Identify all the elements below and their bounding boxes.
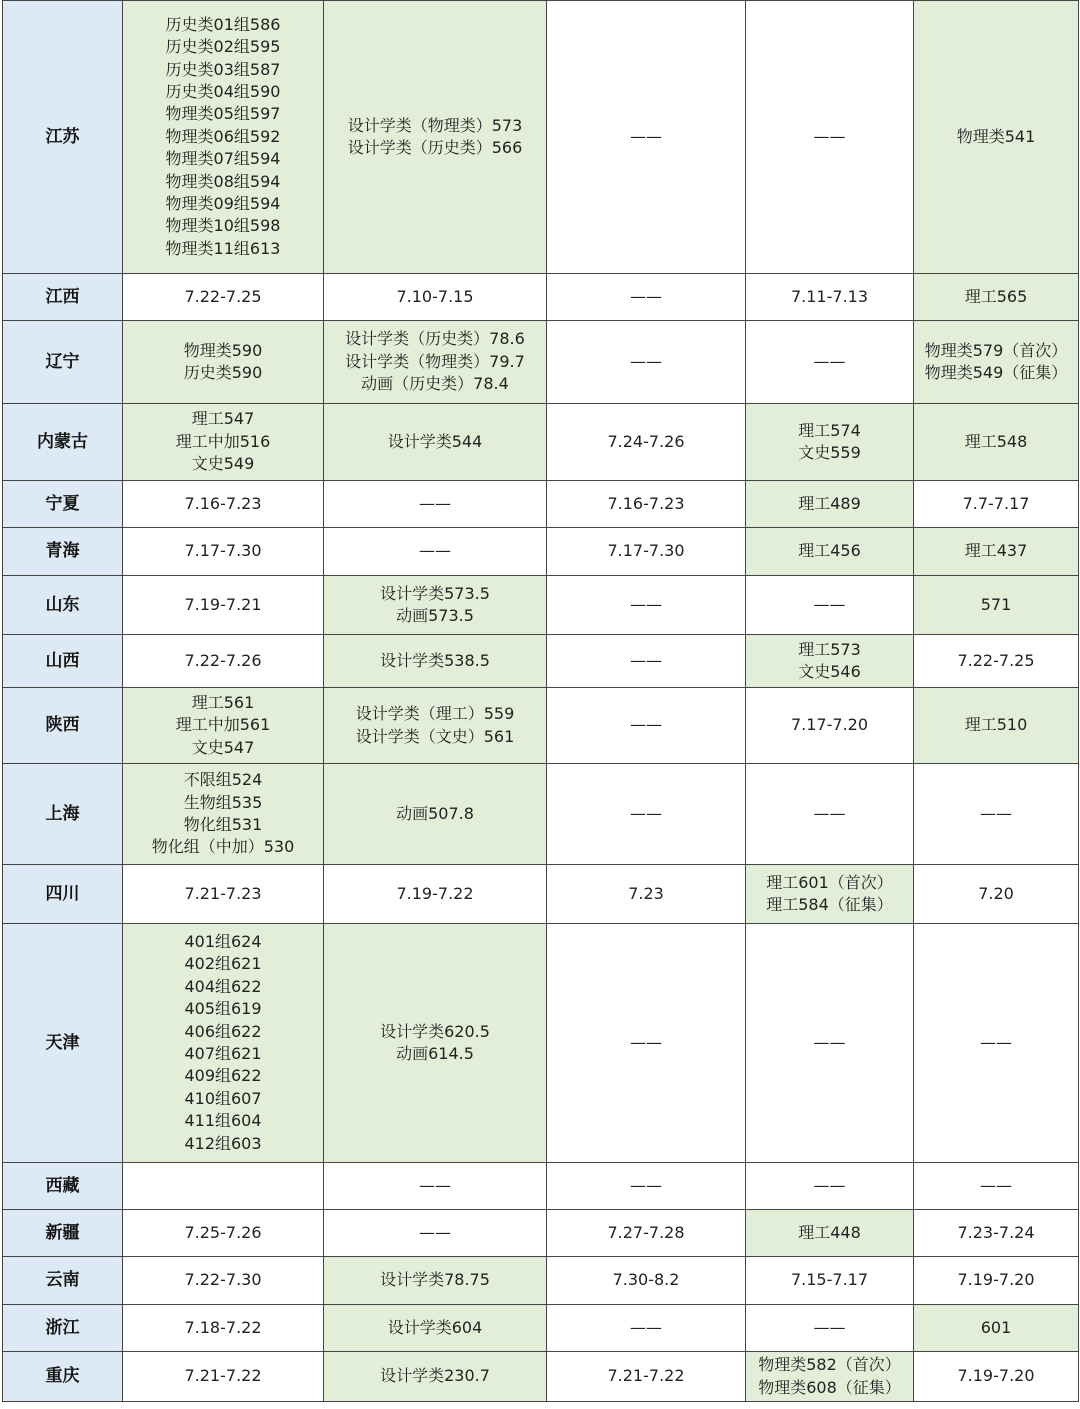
cell-line: 7.21-7.23 xyxy=(184,883,262,903)
cell-line: 动画573.5 xyxy=(396,606,474,625)
table-row xyxy=(3,274,1079,321)
cell-line: —— xyxy=(980,1032,1012,1052)
cell-line: 理工565 xyxy=(964,286,1028,306)
cell-line: 7.25-7.26 xyxy=(184,1222,262,1242)
table-cell xyxy=(547,1257,746,1305)
cell-line: 设计学类230.7 xyxy=(380,1366,490,1386)
cell-line: 设计学类（文史）561 xyxy=(355,726,515,746)
cell-line: 生物组535 xyxy=(183,792,263,812)
table-cell xyxy=(547,1352,746,1402)
table-cell xyxy=(746,321,914,404)
table-cell xyxy=(547,321,746,404)
cell-line: —— xyxy=(419,493,451,513)
cell-line: 7.22-7.26 xyxy=(184,650,262,670)
province-cell: 内蒙古 xyxy=(3,404,123,481)
table-row xyxy=(3,321,1079,404)
cell-line: —— xyxy=(630,715,662,735)
table-cell xyxy=(324,688,547,764)
table-cell xyxy=(123,321,324,404)
table-cell xyxy=(324,924,547,1163)
cell-line: 7.22-7.30 xyxy=(184,1270,262,1290)
table-cell xyxy=(547,865,746,924)
cell-line: 601 xyxy=(980,1317,1012,1337)
cell-line: 7.19-7.22 xyxy=(396,883,474,903)
table-cell xyxy=(324,764,547,865)
cell-line: —— xyxy=(813,1175,846,1195)
cell-line: 物理类05组597 xyxy=(165,104,281,124)
table-cell xyxy=(914,1257,1079,1305)
table-cell xyxy=(547,1210,746,1257)
table-cell xyxy=(914,404,1079,481)
cell-line: 动画（历史类）78.4 xyxy=(361,374,509,394)
table-row xyxy=(3,1305,1079,1352)
table-cell xyxy=(914,1210,1079,1257)
cell-line: 404组622 xyxy=(184,976,262,996)
cell-line: 不限组524 xyxy=(183,770,263,790)
cell-line: 理工584（征集） xyxy=(766,895,893,914)
table-row xyxy=(3,688,1079,764)
table-cell xyxy=(746,481,914,528)
cell-line: 7.17-7.30 xyxy=(607,541,685,561)
table-cell xyxy=(746,528,914,576)
province-cell: 山西 xyxy=(3,635,123,688)
province-cell: 浙江 xyxy=(3,1305,123,1352)
table-cell xyxy=(914,865,1079,924)
table-cell xyxy=(547,924,746,1163)
table-cell xyxy=(324,1,547,274)
cell-line: 历史类590 xyxy=(183,363,263,382)
cell-line: 7.20 xyxy=(978,883,1014,903)
cell-line: 理工448 xyxy=(798,1222,861,1242)
cell-line: 412组603 xyxy=(184,1133,262,1153)
table-cell xyxy=(123,1,324,274)
cell-line: 402组621 xyxy=(184,954,262,974)
table-cell xyxy=(914,274,1079,321)
cell-line: 理工573 xyxy=(798,639,861,659)
table-cell xyxy=(746,924,914,1163)
table-cell xyxy=(547,481,746,528)
province-cell: 江西 xyxy=(3,274,123,321)
table-cell xyxy=(547,274,746,321)
table-cell xyxy=(123,1257,324,1305)
table-cell xyxy=(123,1163,324,1210)
cell-line: 物理类582（首次） xyxy=(758,1355,901,1375)
cell-line: —— xyxy=(630,594,662,614)
table-cell xyxy=(746,274,914,321)
cell-line: 理工601（首次） xyxy=(766,872,893,892)
province-cell: 青海 xyxy=(3,528,123,576)
table-cell xyxy=(123,528,324,576)
cell-line: 物理类579（首次） xyxy=(924,340,1068,360)
cell-line: 406组622 xyxy=(184,1021,262,1041)
table-cell xyxy=(324,1352,547,1402)
cell-line: 7.21-7.22 xyxy=(184,1366,262,1386)
cell-line: 设计学类538.5 xyxy=(380,650,490,670)
cell-line: —— xyxy=(630,803,662,823)
table-cell xyxy=(123,1305,324,1352)
cell-line: —— xyxy=(630,1317,662,1337)
cell-line: 物化组（中加）530 xyxy=(151,837,295,857)
table-row xyxy=(3,635,1079,688)
cell-line: 设计学类573.5 xyxy=(380,583,490,603)
cell-line: 7.16-7.23 xyxy=(607,493,685,513)
cell-line: —— xyxy=(980,1175,1012,1195)
cell-line: 理工561 xyxy=(191,692,255,712)
table-row xyxy=(3,764,1079,865)
province-cell: 重庆 xyxy=(3,1352,123,1402)
admission-table xyxy=(2,0,1079,1402)
cell-line: 7.11-7.13 xyxy=(790,286,869,306)
cell-line: 7.16-7.23 xyxy=(184,493,262,513)
table-cell xyxy=(123,924,324,1163)
cell-line: —— xyxy=(813,351,846,371)
cell-line: 文史547 xyxy=(191,737,255,757)
province-cell: 上海 xyxy=(3,764,123,865)
cell-line: 理工437 xyxy=(964,541,1028,561)
cell-line: 物理类09组594 xyxy=(165,194,281,214)
province-cell: 四川 xyxy=(3,865,123,924)
province-cell: 宁夏 xyxy=(3,481,123,528)
table-cell xyxy=(123,481,324,528)
table-row xyxy=(3,528,1079,576)
table-cell xyxy=(914,528,1079,576)
cell-line: 7.19-7.20 xyxy=(957,1366,1035,1386)
cell-line: 设计学类544 xyxy=(387,431,483,451)
cell-line: —— xyxy=(630,286,662,306)
cell-line: 历史类01组586 xyxy=(165,14,281,34)
table-cell xyxy=(324,576,547,635)
table-cell xyxy=(746,1352,914,1402)
table-cell xyxy=(123,1352,324,1402)
table-cell xyxy=(914,764,1079,865)
table-cell xyxy=(547,635,746,688)
table-cell xyxy=(746,576,914,635)
province-cell: 陕西 xyxy=(3,688,123,764)
cell-line: —— xyxy=(980,803,1012,823)
table-cell xyxy=(914,924,1079,1163)
cell-line: 理工456 xyxy=(798,541,861,561)
table-cell xyxy=(746,688,914,764)
table-row xyxy=(3,1257,1079,1305)
table-cell xyxy=(746,1163,914,1210)
table-cell xyxy=(914,1305,1079,1352)
cell-line: 571 xyxy=(980,594,1012,614)
cell-line: 407组621 xyxy=(184,1044,262,1063)
cell-line: 设计学类（理工）559 xyxy=(355,704,515,724)
table-cell xyxy=(324,1305,547,1352)
cell-line: 设计学类620.5 xyxy=(380,1021,490,1041)
cell-line: 410组607 xyxy=(184,1088,262,1108)
cell-line: —— xyxy=(630,351,662,371)
table-cell xyxy=(914,1,1079,274)
table-cell xyxy=(547,688,746,764)
cell-line: 历史类03组587 xyxy=(165,59,281,79)
cell-line: —— xyxy=(419,1175,451,1195)
table-cell xyxy=(324,1210,547,1257)
table-cell xyxy=(547,1163,746,1210)
table-cell xyxy=(324,1257,547,1305)
table-cell xyxy=(324,865,547,924)
table-cell xyxy=(123,576,324,635)
cell-line: —— xyxy=(419,1222,451,1242)
cell-line: —— xyxy=(630,126,662,146)
cell-line: 理工548 xyxy=(964,431,1028,451)
cell-line: 411组604 xyxy=(184,1111,262,1131)
cell-line: 7.17-7.30 xyxy=(184,541,262,561)
table-cell xyxy=(547,1,746,274)
cell-line: 7.10-7.15 xyxy=(396,286,474,306)
cell-line: 7.23 xyxy=(628,883,664,903)
cell-line: 物理类590 xyxy=(183,340,263,360)
table-cell xyxy=(324,274,547,321)
table-cell xyxy=(914,481,1079,528)
province-cell: 辽宁 xyxy=(3,321,123,404)
table-cell xyxy=(123,274,324,321)
table-cell xyxy=(324,528,547,576)
table-cell xyxy=(914,635,1079,688)
table-row xyxy=(3,865,1079,924)
cell-line: —— xyxy=(813,1032,846,1052)
cell-line: 理工547 xyxy=(191,409,255,429)
cell-line: 405组619 xyxy=(184,999,262,1019)
cell-line: 7.18-7.22 xyxy=(184,1317,262,1337)
table-cell xyxy=(324,404,547,481)
cell-line: 设计学类604 xyxy=(387,1317,483,1337)
province-cell: 江苏 xyxy=(3,1,123,274)
cell-line: —— xyxy=(813,594,846,614)
province-cell: 云南 xyxy=(3,1257,123,1305)
table-row xyxy=(3,576,1079,635)
table-cell xyxy=(746,865,914,924)
cell-line: 物理类608（征集） xyxy=(758,1377,901,1397)
table-body xyxy=(3,1,1079,1402)
cell-line: 设计学类（历史类）78.6 xyxy=(345,329,525,349)
cell-line: 7.23-7.24 xyxy=(957,1222,1035,1242)
table-cell xyxy=(547,404,746,481)
table-cell xyxy=(914,688,1079,764)
cell-line: —— xyxy=(813,126,846,146)
cell-line: 7.7-7.17 xyxy=(962,493,1030,513)
cell-line: 理工574 xyxy=(798,420,861,440)
table-cell xyxy=(324,635,547,688)
table-cell xyxy=(123,764,324,865)
cell-line: 理工510 xyxy=(964,715,1028,735)
cell-line: 物理类08组594 xyxy=(165,171,281,191)
cell-line: 物理类07组594 xyxy=(165,149,281,169)
cell-line: 7.24-7.26 xyxy=(607,431,685,451)
table-cell xyxy=(914,1352,1079,1402)
cell-line: 物理类11组613 xyxy=(165,238,281,258)
cell-line: 理工中加516 xyxy=(175,431,271,451)
province-cell: 山东 xyxy=(3,576,123,635)
table-cell xyxy=(746,635,914,688)
table-cell xyxy=(746,1305,914,1352)
table-cell xyxy=(123,1210,324,1257)
cell-line: —— xyxy=(630,1175,662,1195)
cell-line: 7.30-8.2 xyxy=(612,1270,680,1290)
table-cell xyxy=(324,321,547,404)
table-cell xyxy=(746,1,914,274)
cell-line: 理工中加561 xyxy=(175,715,271,735)
table-cell xyxy=(746,404,914,481)
table-cell xyxy=(123,635,324,688)
cell-line: 7.22-7.25 xyxy=(184,286,262,306)
cell-line: 设计学类（物理类）79.7 xyxy=(345,351,525,371)
table-cell xyxy=(746,1210,914,1257)
table-row xyxy=(3,1210,1079,1257)
table-row xyxy=(3,481,1079,528)
province-cell: 天津 xyxy=(3,924,123,1163)
cell-line: 7.17-7.20 xyxy=(790,715,869,735)
table-cell xyxy=(547,1305,746,1352)
table-row xyxy=(3,924,1079,1163)
cell-line: —— xyxy=(813,803,846,823)
cell-line: 设计学类（物理类）573 xyxy=(347,115,523,135)
cell-line: 7.22-7.25 xyxy=(957,650,1035,670)
table-cell xyxy=(123,688,324,764)
cell-line: —— xyxy=(630,650,662,670)
province-cell: 新疆 xyxy=(3,1210,123,1257)
cell-line: 物理类549（征集） xyxy=(924,363,1068,382)
table-row xyxy=(3,404,1079,481)
cell-line: —— xyxy=(419,541,451,561)
table-cell xyxy=(324,1163,547,1210)
cell-line: 文史549 xyxy=(191,454,255,474)
cell-line: 设计学类（历史类）566 xyxy=(347,138,523,157)
cell-line: 401组624 xyxy=(184,931,262,951)
table-row xyxy=(3,1,1079,274)
cell-line: 动画614.5 xyxy=(396,1044,474,1063)
table-cell xyxy=(914,321,1079,404)
cell-line: 文史559 xyxy=(798,443,861,462)
cell-line: 7.27-7.28 xyxy=(607,1222,685,1242)
table-cell xyxy=(914,1163,1079,1210)
cell-line: 物理类10组598 xyxy=(165,216,281,236)
table-cell xyxy=(746,1257,914,1305)
cell-line: 设计学类78.75 xyxy=(380,1270,490,1290)
cell-line: 7.19-7.21 xyxy=(184,594,262,614)
table-row xyxy=(3,1352,1079,1402)
cell-line: —— xyxy=(813,1317,846,1337)
table-cell xyxy=(123,865,324,924)
cell-line: 文史546 xyxy=(798,662,861,681)
cell-line: 7.15-7.17 xyxy=(790,1270,869,1290)
cell-line: 理工489 xyxy=(798,493,861,513)
cell-line: 409组622 xyxy=(184,1066,262,1086)
cell-line: 历史类02组595 xyxy=(165,37,281,57)
table-cell xyxy=(547,528,746,576)
table-row xyxy=(3,1163,1079,1210)
cell-line: 物理类06组592 xyxy=(165,126,281,146)
cell-line: 物理类541 xyxy=(956,126,1036,146)
cell-line: —— xyxy=(630,1032,662,1052)
cell-line: 历史类04组590 xyxy=(165,81,281,101)
table-cell xyxy=(324,481,547,528)
table-cell xyxy=(547,764,746,865)
table-cell xyxy=(914,576,1079,635)
table-cell xyxy=(547,576,746,635)
cell-line: 动画507.8 xyxy=(396,803,474,823)
table-cell xyxy=(123,404,324,481)
province-cell: 西藏 xyxy=(3,1163,123,1210)
cell-line: 7.21-7.22 xyxy=(607,1366,685,1386)
table-cell xyxy=(746,764,914,865)
cell-line: 物化组531 xyxy=(183,815,263,834)
cell-line: 7.19-7.20 xyxy=(957,1270,1035,1290)
